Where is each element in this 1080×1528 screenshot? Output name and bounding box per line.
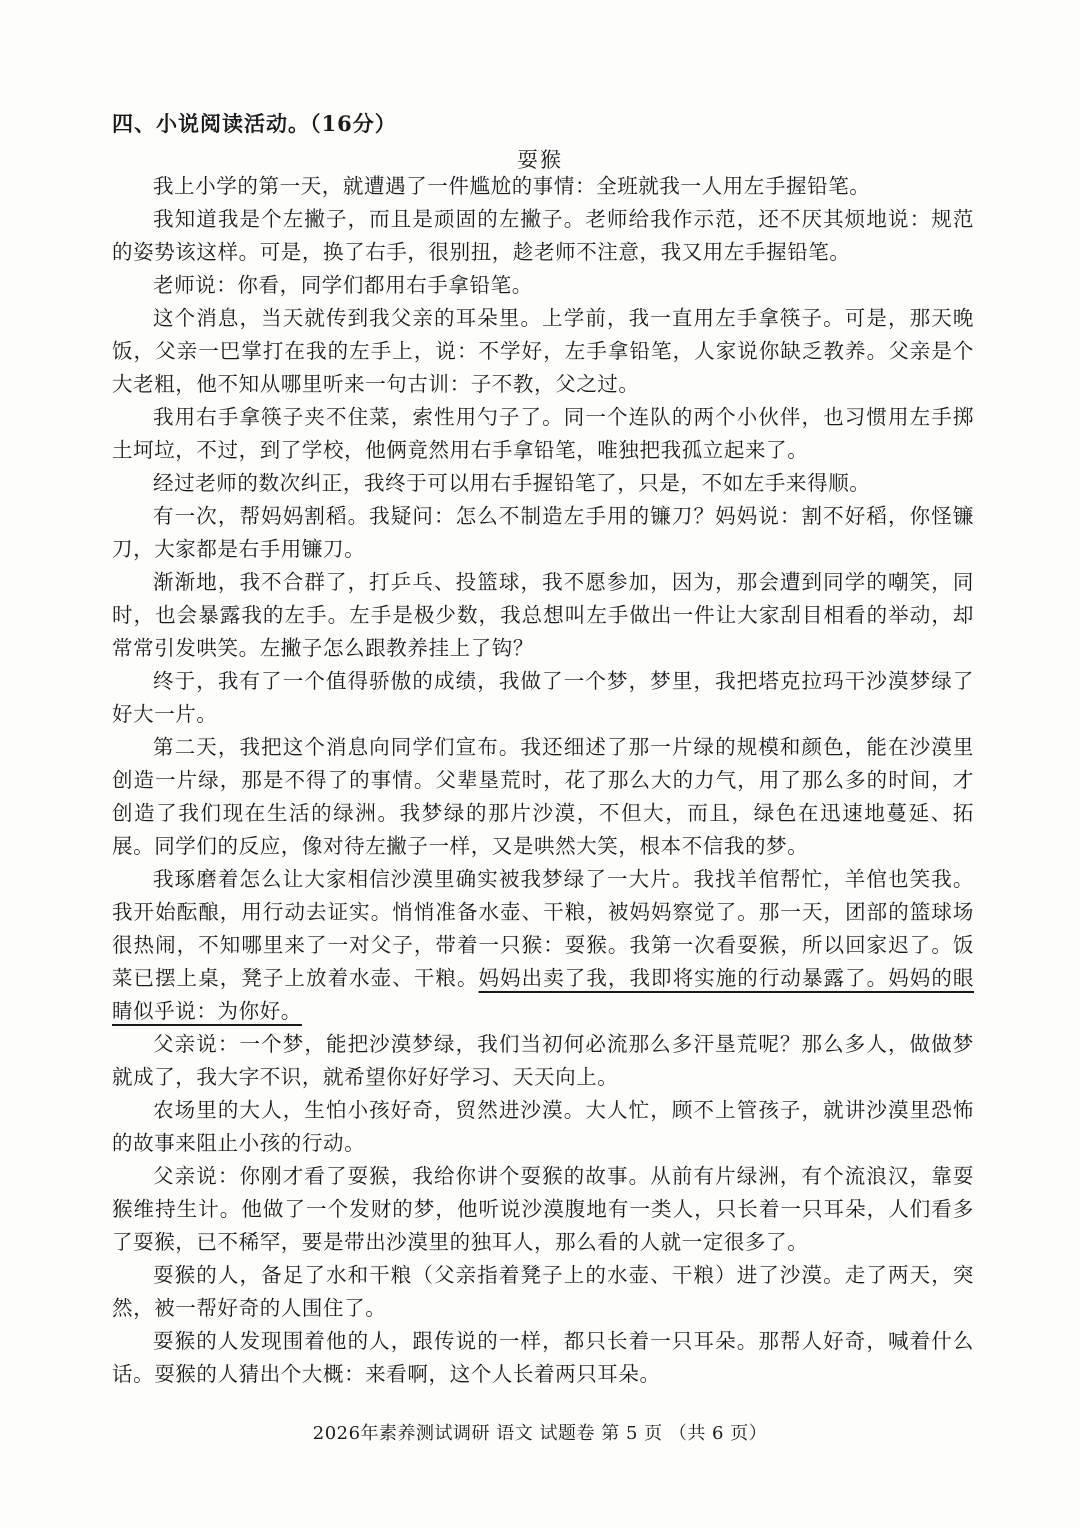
paragraph-4: 这个消息，当天就传到我父亲的耳朵里。上学前，我一直用左手拿筷子。可是，那天晚饭，父亲一巴掌打在我的左手上，说：不学好，左手拿铅笔，人家说你缺乏教养。父亲是个大老粗，他不知从哪里听来一句古训：子不教，父之过。 xyxy=(112,306,974,396)
paragraph-16: 耍猴的人发现围着他的人，跟传说的一样，都只长着一只耳朵。那帮人好奇，喊着什么话。耍猴的人猜出个大概：来看啊，这个人长着两只耳朵。 xyxy=(112,1329,974,1386)
story-body xyxy=(112,170,974,1391)
page-footer: 2026年素养测试调研 语文 试题卷 第 5 页 （共 6 页） xyxy=(312,1423,768,1444)
underlined-sentence: 妈妈出卖了我，我即将实施的行动暴露了。妈妈的眼睛似乎说：为你好。 xyxy=(112,966,974,1023)
paragraph-8: 渐渐地，我不合群了，打乒乓、投篮球，我不愿参加，因为，那会遭到同学的嘲笑，同时，也会暴露我的左手。左手是极少数，我总想叫左手做出一件让大家刮目相看的举动，却常常引发哄笑。左撇子怎么跟教养挂上了钩？ xyxy=(112,570,974,660)
paragraph-1: 我上小学的第一天，就遭遇了一件尴尬的事情：全班就我一人用左手握铅笔。 xyxy=(153,174,871,198)
paragraph-2: 我知道我是个左撇子，而且是顽固的左撇子。老师给我作示范，还不厌其烦地说：规范的姿势该这样。可是，换了右手，很别扭，趁老师不注意，我又用左手握铅笔。 xyxy=(112,207,974,264)
story-title: 耍猴 xyxy=(517,148,563,172)
paragraph-9: 终于，我有了一个值得骄傲的成绩，我做了一个梦，梦里，我把塔克拉玛干沙漠梦绿了好大一片。 xyxy=(112,669,974,726)
paragraph-14: 父亲说：你刚才看了耍猴，我给你讲个耍猴的故事。从前有片绿洲，有个流浪汉，靠耍猴维持生计。他做了一个发财的梦，他听说沙漠腹地有一类人，只长着一只耳朵，人们看多了耍猴，已不稀罕，要是带出沙漠里的独耳人，那么看的人就一定很多了。 xyxy=(112,1164,974,1254)
section-heading: 四、小说阅读活动。（16分） xyxy=(112,111,397,136)
paragraph-13: 农场里的大人，生怕小孩好奇，贸然进沙漠。大人忙，顾不上管孩子，就讲沙漠里恐怖的故事来阻止小孩的行动。 xyxy=(112,1098,974,1155)
paragraph-11-text: 我琢磨着怎么让大家相信沙漠里确实被我梦绿了一大片。我找羊倌帮忙，羊倌也笑我。我开始酝酿，用行动去证实。悄悄准备水壶、干粮，被妈妈察觉了。那一天，团部的篮球场很热闹，不知哪里来了一对父子，带着一只猴：耍猴。我第一次看耍猴，所以回家迟了。饭菜已摆上桌，凳子上放着水壶、干粮。 xyxy=(112,867,974,990)
paragraph-15: 耍猴的人，备足了水和干粮（父亲指着凳子上的水壶、干粮）进了沙漠。走了两天，突然，被一帮好奇的人围住了。 xyxy=(112,1263,974,1320)
paragraph-5: 我用右手拿筷子夹不住菜，索性用勺子了。同一个连队的两个小伙伴，也习惯用左手掷土坷垃，不过，到了学校，他俩竟然用右手拿铅笔，唯独把我孤立起来了。 xyxy=(112,405,974,462)
paragraph-7: 有一次，帮妈妈割稻。我疑问：怎么不制造左手用的镰刀？妈妈说：割不好稻，你怪镰刀，大家都是右手用镰刀。 xyxy=(112,504,974,561)
paragraph-12: 父亲说：一个梦，能把沙漠梦绿，我们当初何必流那么多汗垦荒呢？那么多人，做做梦就成了，我大字不识，就希望你好好学习、天天向上。 xyxy=(112,1032,974,1089)
paragraph-6: 经过老师的数次纠正，我终于可以用右手握铅笔了，只是，不如左手来得顺。 xyxy=(153,471,871,495)
paragraph-3: 老师说：你看，同学们都用右手拿铅笔。 xyxy=(153,273,533,297)
paragraph-10: 第二天，我把这个消息向同学们宣布。我还细述了那一片绿的规模和颜色，能在沙漠里创造一片绿，那是不得了的事情。父辈垦荒时，花了那么大的力气，用了那么多的时间，才创造了我们现在生活的绿洲。我梦绿的那片沙漠，不但大，而且，绿色在迅速地蔓延、拓展。同学们的反应，像对待左撇子一样，又是哄然大笑，根本不信我的梦。 xyxy=(112,735,974,858)
paragraph-11 xyxy=(112,863,974,1028)
